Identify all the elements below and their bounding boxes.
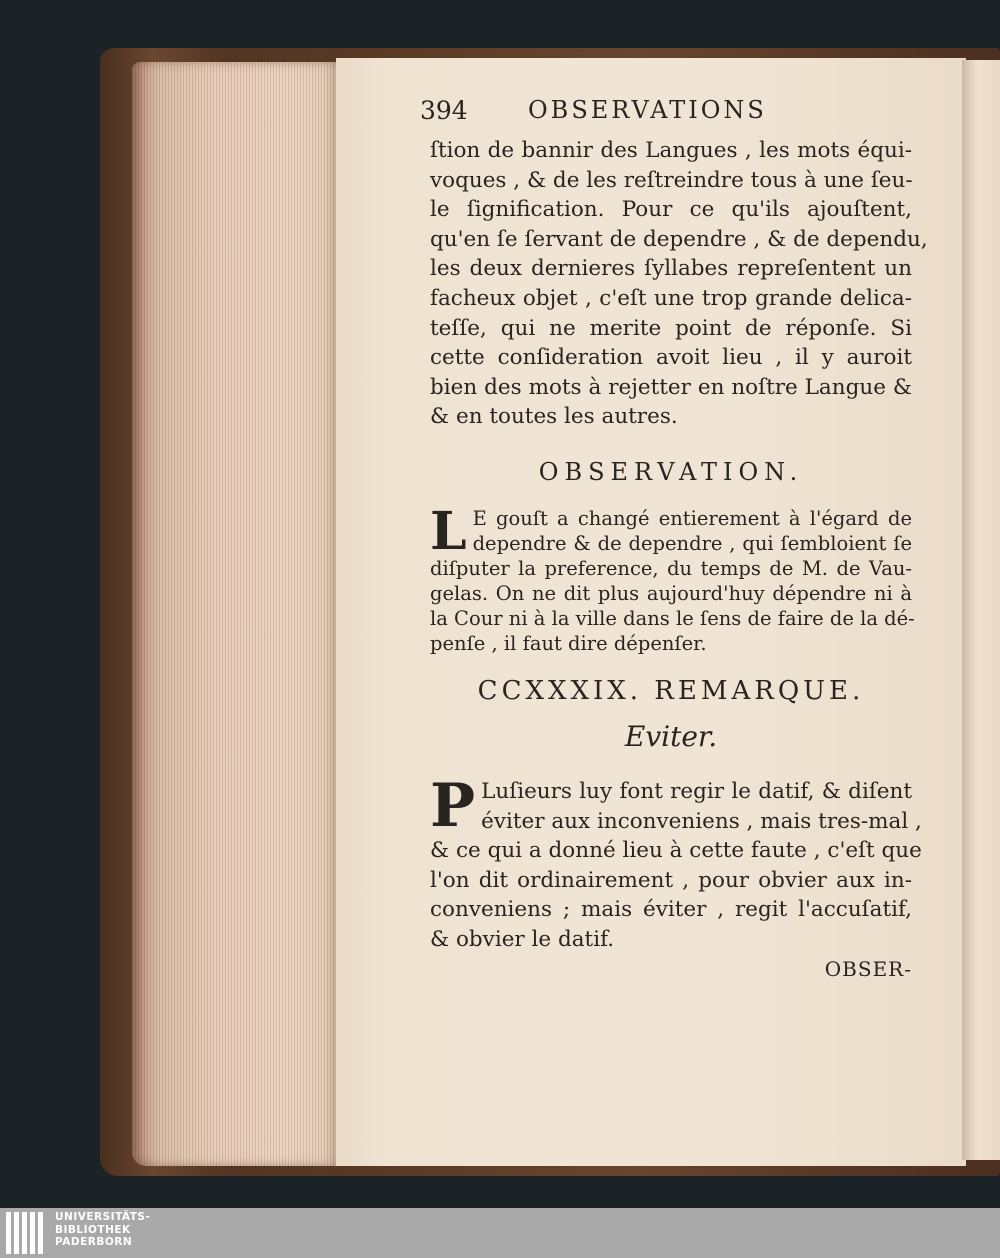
text-line: bien des mots à rejetter en noſtre Langue & <box>430 374 912 400</box>
text-line: gelas. On ne dit plus aujourd'huy dépendre ni à <box>430 581 912 605</box>
page-text <box>420 96 928 981</box>
text-line: Luſieurs luy font regir le datif, & diſent <box>481 778 912 804</box>
first-paragraph <box>430 136 928 432</box>
text-line: cette conſideration avoit lieu , il y auroit <box>430 345 912 371</box>
logo-line: BIBLIOTHEK <box>55 1223 131 1236</box>
logo-line: UNIVERSITÄTS- <box>55 1211 151 1223</box>
text-line: le ſignification. Pour ce qu'ils ajouſtent, <box>430 197 912 223</box>
text-line: dependre & de dependre , qui ſembloient ſe <box>472 531 912 555</box>
text-line: diſputer la preference, du temps de M. de Vau- <box>430 556 912 580</box>
text-line: penſe , il faut dire dépenſer. <box>430 631 707 655</box>
page-edges <box>132 62 352 1166</box>
drop-cap: L <box>430 500 467 562</box>
text-line: les deux dernieres ſyllabes repreſentent un <box>430 256 912 282</box>
text-line: & obvier le datif. <box>430 926 615 952</box>
observation-paragraph <box>430 500 915 656</box>
text-line: teſſe, qui ne merite point de réponſe. Si <box>430 315 912 341</box>
drop-cap: P <box>430 770 476 841</box>
text-line: conveniens ; mais éviter , regit l'accuſatif, <box>430 897 912 923</box>
observation-title: OBSERVATION. <box>538 457 804 486</box>
running-head: OBSERVATIONS <box>528 96 767 124</box>
text-line: & ce qui a donné lieu à cette faute , c'eſt que <box>430 838 922 864</box>
remark-subtitle: Eviter. <box>624 719 718 753</box>
text-line: l'on dit ordinairement , pour obvier aux in- <box>430 867 912 893</box>
opposite-page-edge <box>962 60 1000 1160</box>
page-header <box>420 96 912 136</box>
library-footer <box>0 1208 1000 1258</box>
remark-paragraph <box>430 770 922 955</box>
library-logo-icon <box>6 1212 43 1254</box>
page-number: 394 <box>420 96 468 125</box>
text-line: & en toutes les autres. <box>430 404 678 430</box>
catchword: OBSER- <box>824 956 912 981</box>
text-line: la Cour ni à la ville dans le ſens de faire de la dé- <box>430 606 915 630</box>
text-line: E gouſt a changé entierement à l'égard de <box>472 506 912 530</box>
text-line: facheux objet , c'eſt une trop grande delica- <box>430 285 912 311</box>
remark-title: CCXXXIX. REMARQUE. <box>477 675 865 706</box>
text-line: éviter aux inconveniens , mais tres-mal , <box>481 808 922 834</box>
text-line: qu'en ſe ſervant de dependre , & de dependu, <box>430 226 928 252</box>
logo-line: PADERBORN <box>55 1236 133 1248</box>
library-logo-text <box>55 1211 150 1249</box>
text-line: ſtion de bannir des Langues , les mots équi- <box>430 138 912 163</box>
text-line: voques , & de les reſtreindre tous à une ſeu- <box>430 167 913 193</box>
